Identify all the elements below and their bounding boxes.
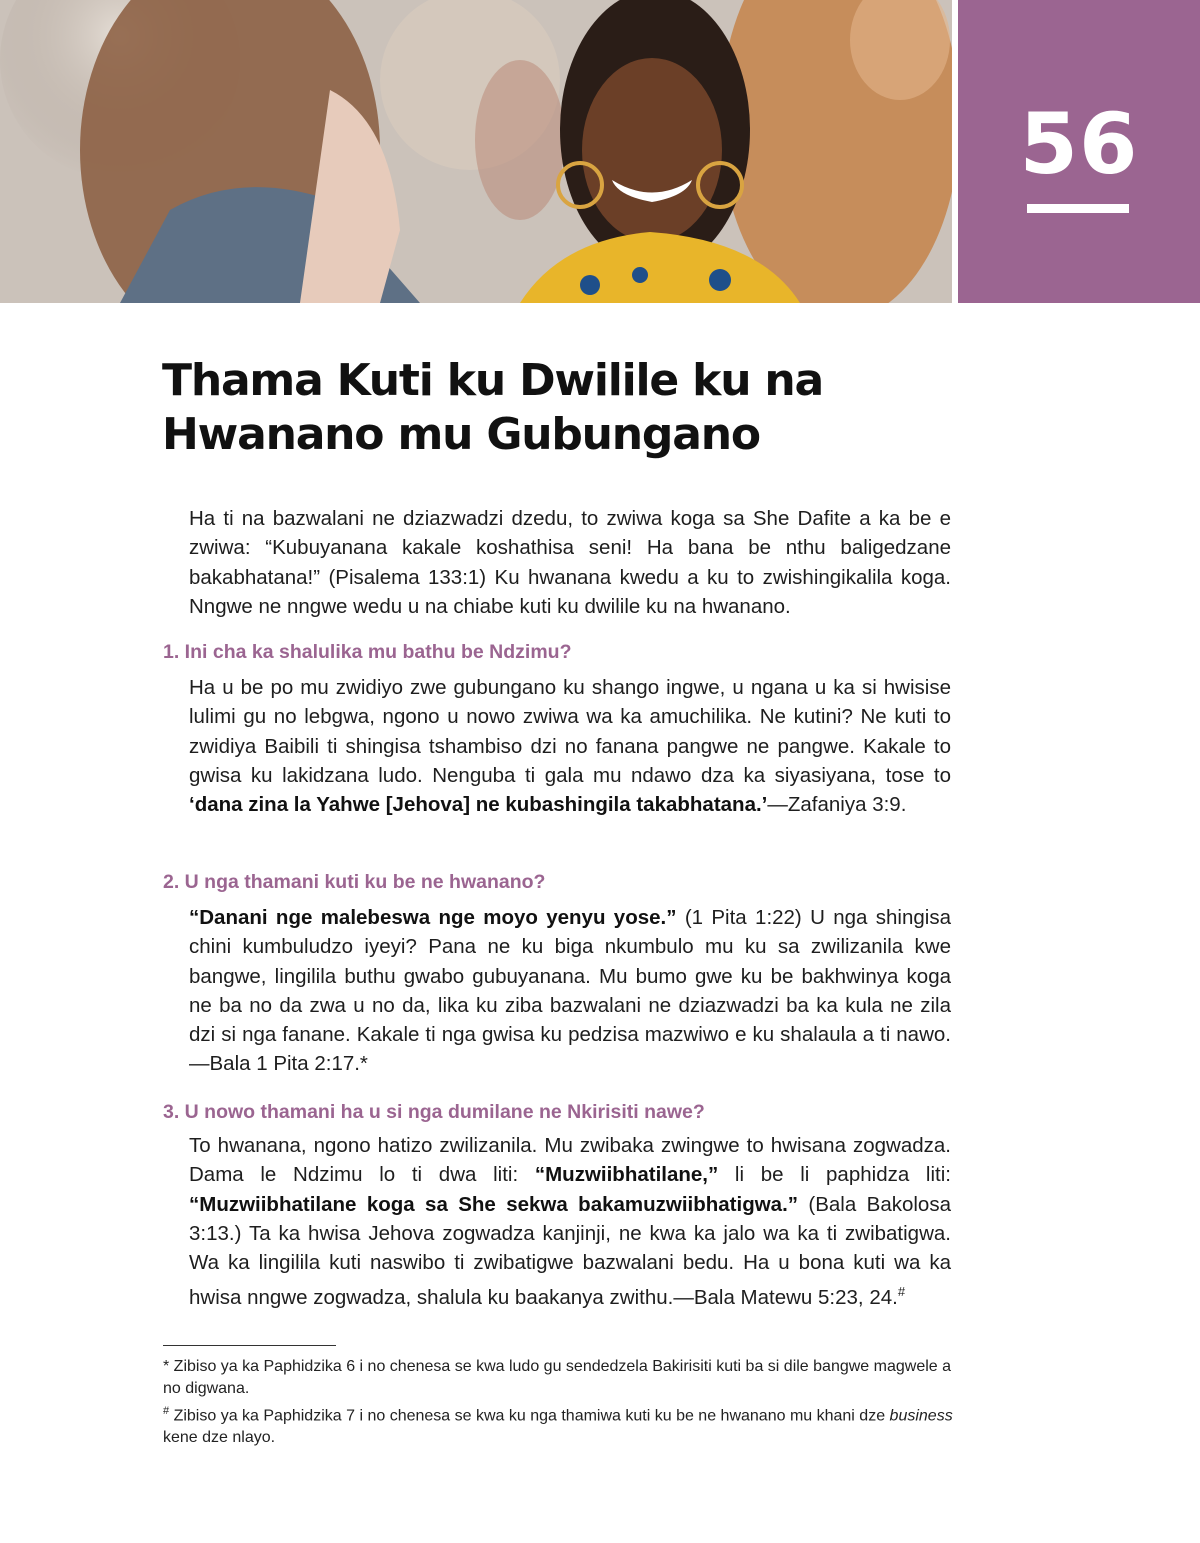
- section-3-paragraph: [189, 1131, 951, 1313]
- section-2-paragraph: [189, 903, 951, 1079]
- footnote-1: [163, 1356, 953, 1399]
- section-2-heading: 2. U nga thamani kuti ku be ne hwanano?: [163, 871, 546, 893]
- footnote-divider: [163, 1345, 336, 1346]
- lesson-number: 56: [1019, 95, 1139, 193]
- lesson-number-underline: [1027, 204, 1129, 213]
- section-1-heading: 1. Ini cha ka shalulika mu bathu be Ndzimu?: [163, 641, 572, 663]
- footnote-2-text-a: Zibiso ya ka Paphidzika 7 i no chenesa se kwa ku nga thamiwa kuti ku be ne hwanano mu khani dze: [169, 1407, 890, 1425]
- footnote-2-emphasis: business: [889, 1407, 953, 1425]
- section-3-quote-1: “Muzwiibhatilane,”: [534, 1163, 719, 1187]
- intro-paragraph: Ha ti na bazwalani ne dziazwadzi dzedu, to zwiwa koga sa She Dafite a ka be e zwiwa: “Kubuyanana kakale koshathisa seni! Ha bana be nthu baligedzane bakabhatana!” (Pisalema 133:1) Ku hwanana kwedu a ku to zwishingikalila koga. Nngwe ne nngwe wedu u na chiabe kuti ku dwilile ku na hwanano.: [189, 507, 951, 618]
- page-title: [162, 354, 982, 462]
- section-3-footnote-mark[interactable]: #: [897, 1284, 906, 1300]
- header-photo: [0, 0, 952, 303]
- footnote-1-text: Zibiso ya ka Paphidzika 6 i no chenesa se kwa ludo gu sendedzela Bakirisiti kuti ba si dile bangwe magwele a no digwana.: [163, 1358, 952, 1397]
- section-1-text-c: —Zafaniya 3:9.: [767, 793, 907, 817]
- footnote-2-text-b: kene dze nlayo.: [163, 1428, 276, 1446]
- section-3-text-a: To hwanana, ngono hatizo zwilizanila. Mu zwibaka zwingwe to hwisana zogwadza. Dama le Ndzimu lo ti dwa liti:: [189, 1134, 951, 1187]
- page-title-line-1: Thama Kuti ku Dwilile ku na: [162, 355, 824, 406]
- header-photo-illustration: [0, 0, 952, 303]
- section-3-quote-2: “Muzwiibhatilane koga sa She sekwa bakamuzwiibhatigwa.”: [189, 1192, 799, 1216]
- footnote-2: [163, 1401, 953, 1448]
- section-1-text-a: Ha u be po mu zwidiyo zwe gubungano ku shango ingwe, u ngana u ka si hwisise lulimi gu no lebgwa, ngono u nowo zwiwa wa ka amuchilika. Ne kutini? Ne kuti to zwidiya Baibili ti shingisa tshambiso dzi no fanana pangwe ne pangwe. Kakale to gwisa ku lakidzana ludo. Nenguba ti gala mu ndawo dza ka siyasiyana, tose to: [189, 676, 951, 787]
- section-1-quote: ‘dana zina la Yahwe [Jehova] ne kubashingila takabhatana.’: [189, 793, 768, 817]
- footnote-2-mark: #: [163, 1405, 170, 1417]
- section-2-quote: “Danani nge malebeswa nge moyo yenyu yose.”: [189, 906, 677, 929]
- section-3-heading: 3. U nowo thamani ha u si nga dumilane ne Nkirisiti nawe?: [163, 1101, 705, 1123]
- section-3-text-c: li be li paphidza liti:: [718, 1163, 951, 1187]
- section-1-paragraph: [189, 673, 951, 819]
- section-2-text-b: (1 Pita 1:22) U nga shingisa chini kumbuludzo iyeyi? Pana ne ku biga nkumbulo mu ku sa zwilizanila kwe bangwe, lingilila buthu gwabo gubuyanana. Mu bumo gwe ku be bakhwinya koga ne ba no da zwa u no da, lika ku ziba bazwalani ne dziazwadzi ba ka kula ne zila dzi si nga fanane. Kakale ti nga gwisa ku pedzisa mazwiwo e ku shalaula a ti nawo.—Bala 1 Pita 2:17.*: [189, 906, 951, 1076]
- page-title-line-2: Hwanano mu Gubungano: [162, 409, 760, 460]
- section-3-text-e: (Bala Bakolosa 3:13.) Ta ka hwisa Jehova zogwadza kanjinji, ne kwa ka jalo wa ka ti zwibatigwa. Wa ka lingilila kuti naswibo ti zwibatigwe bazwalani bedu. Ha u bona kuti wa ka hwisa nngwe zogwadza, shalula ku baakanya zwithu.—Bala Matewu 5:23, 24.: [189, 1192, 951, 1310]
- footnote-1-mark: *: [163, 1358, 170, 1375]
- lesson-number-box: [958, 0, 1200, 303]
